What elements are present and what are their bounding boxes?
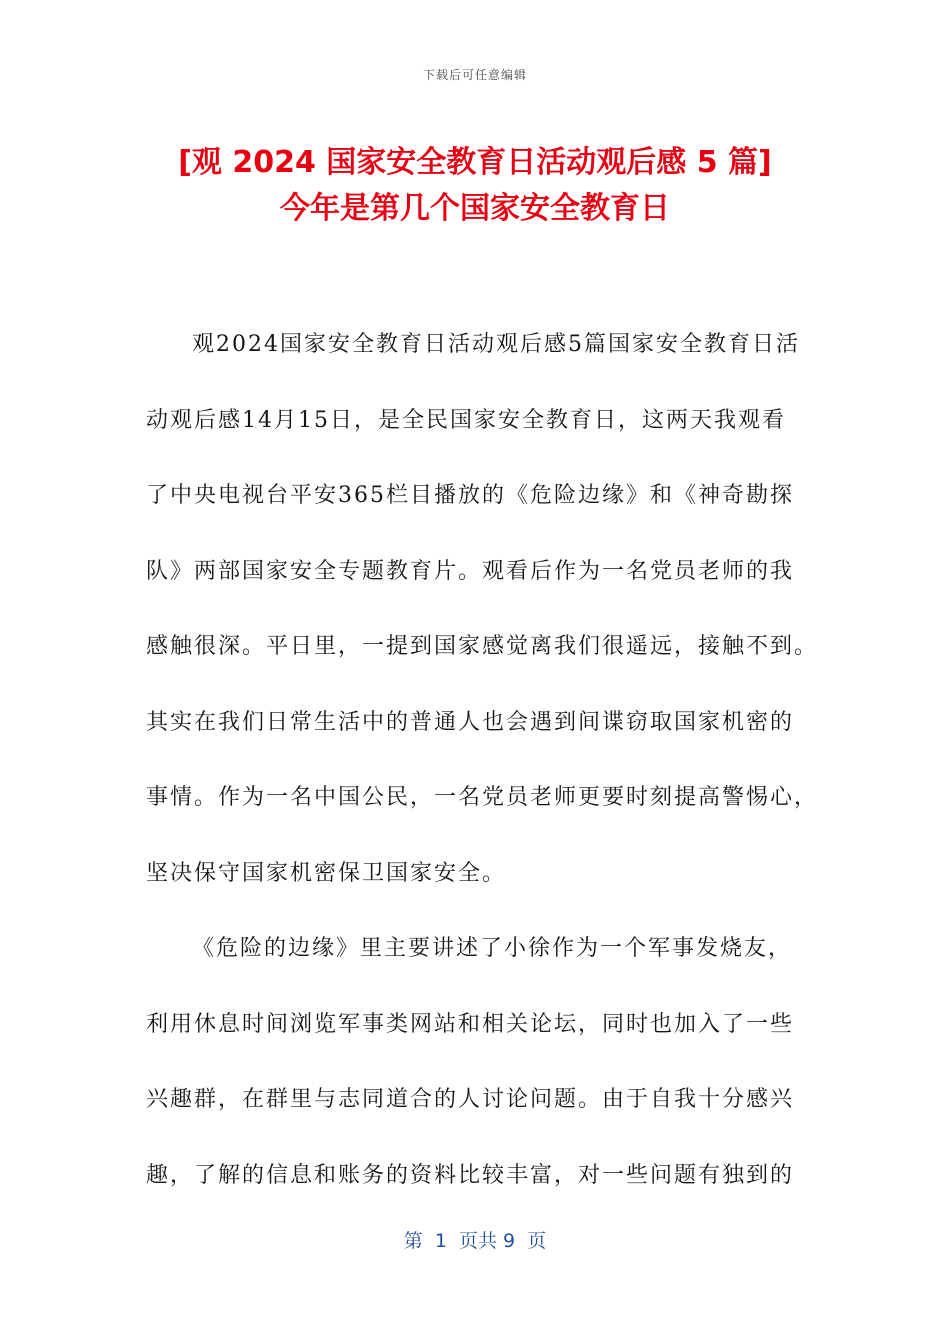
body-line: 其实在我们日常生活中的普通人也会遇到间谍窃取国家机密的 [146, 709, 795, 735]
header-note: 下载后可任意编辑 [422, 68, 527, 82]
body-line: 队》两部国家安全专题教育片。观看后作为一名党员老师的我 [146, 558, 795, 584]
body-line: 趣，了解的信息和账务的资料比较丰富，对一些问题有独到的 [146, 1162, 795, 1188]
body-line: 动观后感14月15日，是全民国家安全教育日，这两天我观看 [146, 407, 786, 433]
body-line: 事情。作为一名中国公民，一名党员老师更要时刻提高警惕心， [146, 785, 819, 810]
body-line: 利用休息时间浏览军事类网站和相关论坛，同时也加入了一些 [146, 1011, 795, 1037]
body-line: 了中央电视台平安365栏目播放的《危险边缘》和《神奇勘探 [146, 483, 794, 508]
body-line: 感触很深。平日里，一提到国家感觉离我们很遥远，接触不到。 [146, 634, 819, 659]
body-line: 坚决保守国家机密保卫国家安全。 [146, 860, 507, 886]
body-line: 观2024国家安全教育日活动观后感5篇国家安全教育日活 [192, 332, 800, 357]
title-line-1: [观 2024 国家安全教育日活动观后感 5 篇] [178, 145, 772, 180]
body-line: 兴趣群，在群里与志同道合的人讨论问题。由于自我十分感兴 [146, 1087, 795, 1112]
body-line: 《危险的边缘》里主要讲述了小徐作为一个军事发烧友， [192, 936, 793, 961]
title-line-2: 今年是第几个国家安全教育日 [280, 191, 670, 226]
document-body [146, 307, 819, 1213]
document-title [60, 140, 890, 232]
page-number-footer: 第 1 页共 9 页 [403, 1230, 547, 1252]
